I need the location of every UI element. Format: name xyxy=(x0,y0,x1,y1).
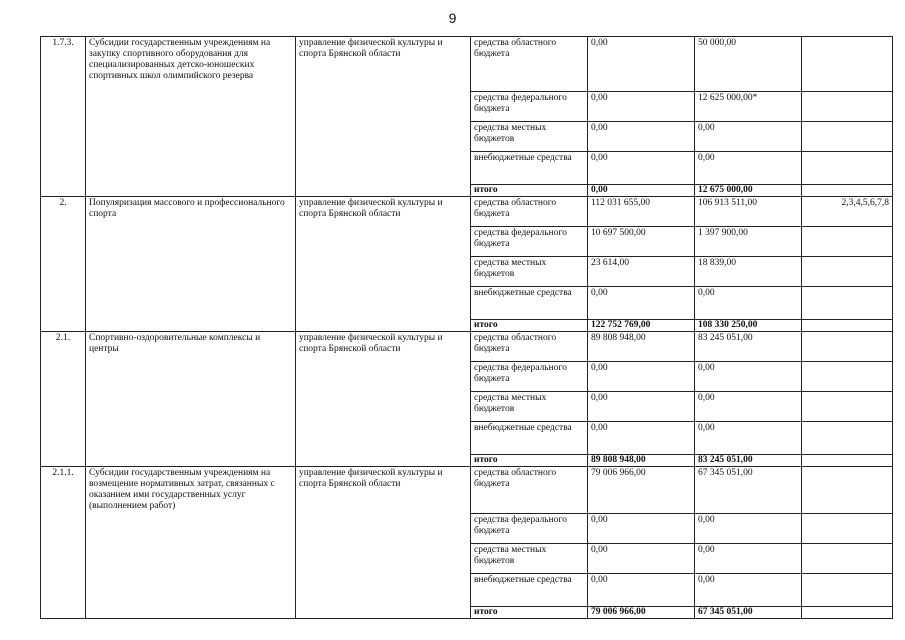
amount-cell: 83 245 051,00 xyxy=(695,332,802,362)
activity-executor-cell xyxy=(296,455,471,467)
amount-cell: 106 913 511,00 xyxy=(695,197,802,227)
activity-num-cell xyxy=(41,257,86,287)
activity-num-cell xyxy=(41,185,86,197)
table-row-total xyxy=(41,606,893,618)
activity-name-cell xyxy=(86,227,296,257)
table-row xyxy=(41,227,893,257)
amount-cell: 122 752 769,00 xyxy=(588,320,695,332)
activity-executor-cell xyxy=(296,122,471,152)
amount-cell: 89 808 948,00 xyxy=(588,332,695,362)
amount-cell: 0,00 xyxy=(588,513,695,543)
funding-source-cell: средства федерального бюджета xyxy=(471,92,588,122)
funding-source-cell: средства местных бюджетов xyxy=(471,122,588,152)
activity-executor-cell: управление физической культуры и спорта Брянской области xyxy=(296,197,471,227)
indicators-cell xyxy=(802,227,893,257)
activity-num-cell xyxy=(41,122,86,152)
activity-name-cell xyxy=(86,320,296,332)
funding-source-cell: средства областного бюджета xyxy=(471,467,588,514)
activity-num-cell xyxy=(41,152,86,185)
funding-source-cell: итого xyxy=(471,455,588,467)
indicators-cell xyxy=(802,422,893,455)
table-row xyxy=(41,422,893,455)
activity-executor-cell xyxy=(296,227,471,257)
amount-cell: 0,00 xyxy=(588,573,695,606)
indicators-cell xyxy=(802,37,893,92)
amount-cell: 83 245 051,00 xyxy=(695,455,802,467)
activity-num-cell xyxy=(41,422,86,455)
funding-source-cell: средства местных бюджетов xyxy=(471,392,588,422)
amount-cell: 0,00 xyxy=(588,362,695,392)
activity-executor-cell: управление физической культуры и спорта Брянской области xyxy=(296,37,471,92)
amount-cell: 0,00 xyxy=(695,122,802,152)
indicators-cell xyxy=(802,287,893,320)
table-row xyxy=(41,257,893,287)
activity-executor-cell xyxy=(296,606,471,618)
indicators-cell xyxy=(802,257,893,287)
table-row xyxy=(41,152,893,185)
funding-source-cell: внебюджетные средства xyxy=(471,573,588,606)
amount-cell: 0,00 xyxy=(695,543,802,573)
activity-executor-cell xyxy=(296,320,471,332)
activity-name-cell xyxy=(86,455,296,467)
amount-cell: 0,00 xyxy=(588,152,695,185)
activity-name-cell xyxy=(86,362,296,392)
table-row xyxy=(41,332,893,362)
activity-num-cell xyxy=(41,455,86,467)
amount-cell: 0,00 xyxy=(588,92,695,122)
table-row-total xyxy=(41,185,893,197)
amount-cell: 12 675 000,00 xyxy=(695,185,802,197)
amount-cell: 0,00 xyxy=(695,422,802,455)
activity-num-cell: 2.1. xyxy=(41,332,86,362)
amount-cell: 0,00 xyxy=(588,37,695,92)
amount-cell: 0,00 xyxy=(695,152,802,185)
amount-cell: 112 031 655,00 xyxy=(588,197,695,227)
indicators-cell xyxy=(802,513,893,543)
table-row xyxy=(41,197,893,227)
table-row xyxy=(41,392,893,422)
activity-num-cell xyxy=(41,92,86,122)
table-row-total xyxy=(41,320,893,332)
amount-cell: 0,00 xyxy=(695,392,802,422)
funding-source-cell: средства местных бюджетов xyxy=(471,257,588,287)
funding-source-cell: итого xyxy=(471,185,588,197)
activity-name-cell xyxy=(86,422,296,455)
activity-num-cell xyxy=(41,543,86,573)
amount-cell: 1 397 900,00 xyxy=(695,227,802,257)
amount-cell: 79 006 966,00 xyxy=(588,606,695,618)
table-row xyxy=(41,513,893,543)
activity-executor-cell xyxy=(296,543,471,573)
indicators-cell xyxy=(802,185,893,197)
funding-source-cell: средства областного бюджета xyxy=(471,197,588,227)
activity-name-cell xyxy=(86,606,296,618)
amount-cell: 0,00 xyxy=(695,513,802,543)
activity-num-cell xyxy=(41,227,86,257)
activity-name-cell: Субсидии государственным учреждениям на возмещение нормативных затрат, связанных с оказанием ими государственных услуг (выполнением работ) xyxy=(86,467,296,514)
table-row xyxy=(41,573,893,606)
funding-source-cell: итого xyxy=(471,320,588,332)
indicators-cell xyxy=(802,362,893,392)
funding-source-cell: средства областного бюджета xyxy=(471,37,588,92)
table-row-total xyxy=(41,455,893,467)
activity-name-cell xyxy=(86,92,296,122)
activity-executor-cell xyxy=(296,287,471,320)
page-number: 9 xyxy=(448,10,457,26)
activity-num-cell: 2.1.1. xyxy=(41,467,86,514)
amount-cell: 23 614,00 xyxy=(588,257,695,287)
amount-cell: 0,00 xyxy=(588,543,695,573)
amount-cell: 10 697 500,00 xyxy=(588,227,695,257)
activity-num-cell xyxy=(41,320,86,332)
amount-cell: 0,00 xyxy=(588,392,695,422)
indicators-cell xyxy=(802,122,893,152)
funding-source-cell: средства областного бюджета xyxy=(471,332,588,362)
indicators-cell xyxy=(802,455,893,467)
activity-executor-cell xyxy=(296,92,471,122)
activity-num-cell xyxy=(41,287,86,320)
activity-executor-cell xyxy=(296,152,471,185)
activity-name-cell xyxy=(86,543,296,573)
indicators-cell xyxy=(802,332,893,362)
table-row xyxy=(41,122,893,152)
activity-num-cell xyxy=(41,513,86,543)
amount-cell: 0,00 xyxy=(588,185,695,197)
activity-executor-cell xyxy=(296,422,471,455)
activity-executor-cell xyxy=(296,257,471,287)
funding-source-cell: внебюджетные средства xyxy=(471,287,588,320)
funding-source-cell: внебюджетные средства xyxy=(471,152,588,185)
indicators-cell xyxy=(802,152,893,185)
activity-executor-cell: управление физической культуры и спорта Брянской области xyxy=(296,332,471,362)
funding-source-cell: средства федерального бюджета xyxy=(471,513,588,543)
table-row xyxy=(41,362,893,392)
amount-cell: 0,00 xyxy=(695,573,802,606)
funding-source-cell: итого xyxy=(471,606,588,618)
amount-cell: 108 330 250,00 xyxy=(695,320,802,332)
amount-cell: 0,00 xyxy=(588,122,695,152)
activity-num-cell xyxy=(41,392,86,422)
activity-name-cell: Спортивно-оздоровительные комплексы и центры xyxy=(86,332,296,362)
indicators-cell xyxy=(802,543,893,573)
activity-name-cell xyxy=(86,257,296,287)
amount-cell: 0,00 xyxy=(695,362,802,392)
amount-cell: 0,00 xyxy=(588,287,695,320)
activity-num-cell xyxy=(41,362,86,392)
activity-name-cell xyxy=(86,513,296,543)
activity-executor-cell xyxy=(296,185,471,197)
indicators-cell xyxy=(802,606,893,618)
activity-name-cell xyxy=(86,122,296,152)
amount-cell: 67 345 051,00 xyxy=(695,467,802,514)
indicators-cell xyxy=(802,320,893,332)
activity-num-cell xyxy=(41,606,86,618)
indicators-cell xyxy=(802,467,893,514)
amount-cell: 89 808 948,00 xyxy=(588,455,695,467)
activity-num-cell xyxy=(41,573,86,606)
table-row xyxy=(41,37,893,92)
activity-executor-cell xyxy=(296,362,471,392)
indicators-cell xyxy=(802,92,893,122)
activity-num-cell: 2. xyxy=(41,197,86,227)
table-row xyxy=(41,467,893,514)
funding-source-cell: внебюджетные средства xyxy=(471,422,588,455)
activity-executor-cell: управление физической культуры и спорта Брянской области xyxy=(296,467,471,514)
amount-cell: 12 625 000,00* xyxy=(695,92,802,122)
activity-name-cell xyxy=(86,392,296,422)
activity-num-cell: 1.7.3. xyxy=(41,37,86,92)
table-row xyxy=(41,92,893,122)
funding-source-cell: средства местных бюджетов xyxy=(471,543,588,573)
program-activities-table xyxy=(40,36,893,619)
amount-cell: 0,00 xyxy=(695,287,802,320)
activity-executor-cell xyxy=(296,392,471,422)
amount-cell: 67 345 051,00 xyxy=(695,606,802,618)
table-row xyxy=(41,543,893,573)
funding-source-cell: средства федерального бюджета xyxy=(471,362,588,392)
indicators-cell: 2,3,4,5,6,7,8 xyxy=(802,197,893,227)
indicators-cell xyxy=(802,392,893,422)
activity-name-cell xyxy=(86,152,296,185)
amount-cell: 18 839,00 xyxy=(695,257,802,287)
amount-cell: 0,00 xyxy=(588,422,695,455)
activity-executor-cell xyxy=(296,513,471,543)
funding-source-cell: средства федерального бюджета xyxy=(471,227,588,257)
amount-cell: 79 006 966,00 xyxy=(588,467,695,514)
activity-name-cell xyxy=(86,287,296,320)
activity-name-cell xyxy=(86,185,296,197)
activity-name-cell: Популяризация массового и профессионального спорта xyxy=(86,197,296,227)
activity-name-cell xyxy=(86,573,296,606)
activity-name-cell: Субсидии государственным учреждениям на закупку спортивного оборудования для специализированных детско-юношеских спортивных школ олимпийского резерва xyxy=(86,37,296,92)
amount-cell: 50 000,00 xyxy=(695,37,802,92)
table-row xyxy=(41,287,893,320)
activity-executor-cell xyxy=(296,573,471,606)
indicators-cell xyxy=(802,573,893,606)
